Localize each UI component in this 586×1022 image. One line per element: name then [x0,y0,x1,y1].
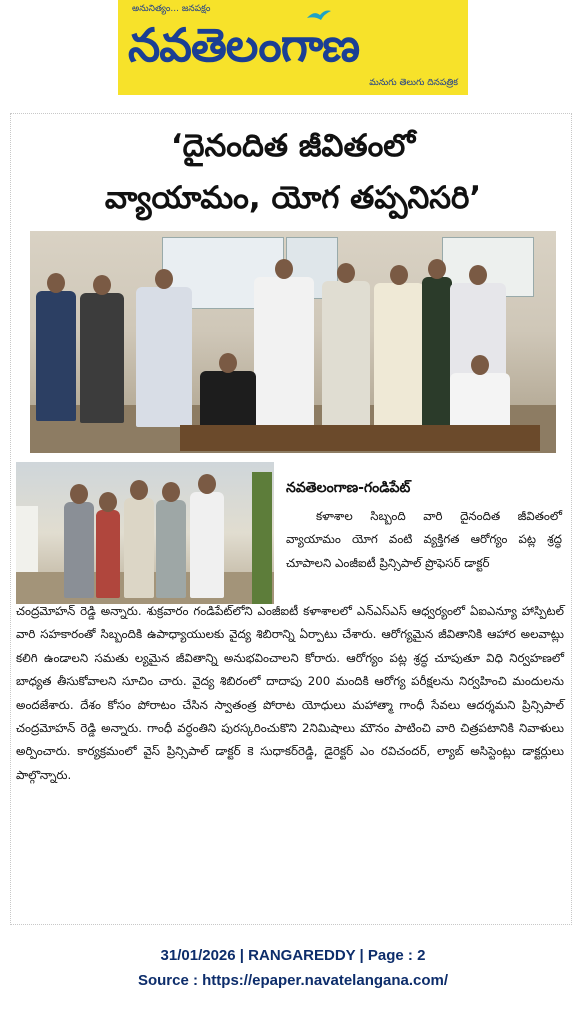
person-figure [422,277,452,427]
article-body-rest: చంద్రమోహన్ రెడ్డి అన్నారు. శుక్రవారం గండిపేట్‌లోని ఎంజీఐటీ కళాశాలలో ఎన్ఎస్ఎస్ ఆధ్వర్యంలో ఏఐఎన్యూ హాస్పిటల్ వారి సహకారంతో సిబ్బందికి ఉపాధ్యాయులకు వైద్య శిబిరాన్ని ఏర్పాటు చేశారు. ఆరోగ్యమైన జీవితానికి ఆహార అలవాట్లు కలిగి ఉండాలని సమతు ల్యమైన జీవితాన్ని అనుభవించాలని కోరారు. ఆరోగ్యం పట్ల శ్రద్ధ చూపుతూ విధి నిర్వహణలో బాధ్యత తీసుకోవాలని సూచిం చారు. వైద్య శిబిరంలో దాదాపు 200 మందికి ఆరోగ్య పరీక్షలను నిర్వహించి మందులను అందజేశారు. దేశం కోసం పోరాటం చేసిన స్వాతంత్ర పోరాట యోధులు మహాత్మా గాంధీ సేవలు ఆదర్శమని ప్రిన్సిపాల్ చంద్రమోహన్ రెడ్డి అన్నారు. గాంధీ వర్ధంతిని పురస్కరించుకొని 2నిమిషాలు మౌనం పాటించి వారి చిత్రపటానికి నివాళులు అర్పించారు. కార్యక్రమంలో వైస్ ప్రిన్సిపాల్ డాక్టర్ కె సుధాకర్‌రెడ్డి, డైరెక్టర్ ఎం రవిచందర్, ల్యాబ్ అసిస్టెంట్లు డాక్టర్లులు పాల్గొన్నారు. [16,604,564,782]
person-figure [374,283,424,431]
camp-table [180,425,540,451]
masthead-tagline-bottom: మనుగు తెలుగు దినపత్రిక [369,78,458,88]
silence-observance-photo [16,462,274,604]
person-figure [136,287,192,427]
masthead-logo [118,0,468,95]
person-figure [36,291,76,421]
person-figure [96,510,120,598]
person-figure [322,281,370,431]
masthead-brand: నవతెలంగాణ [128,18,360,72]
health-camp-group-photo [30,231,556,453]
person-figure [124,498,154,598]
masthead-tagline-top: అనునిత్యం... జనపక్షం [132,4,211,14]
person-figure [190,492,224,598]
person-figure [64,502,94,598]
source-link[interactable]: Source : https://epaper.navatelangana.com/ [137,972,449,989]
article-body-intro: కళాశాల సిబ్బంది వారి దైనందిత జీవితంలో వ్యాయామం యోగ వంటి వ్యక్తిగత ఆరోగ్యం పట్ల శ్రద్ధ చూపాలని ఎంజీఐటీ ప్రిన్సిపాల్ ప్రొఫెసర్ డాక్టర్ [286,509,562,570]
headline-line-1: ‘దైనందిత జీవితంలో [170,128,416,164]
edition-info: 31/01/2026 | RANGAREDDY | Page : 2 [160,947,426,964]
person-figure [254,277,314,427]
photo-tree [252,472,272,604]
headline-line-2: వ్యాయామం, యోగ తప్పనిసరి’ [104,180,482,216]
person-figure [80,293,124,423]
article-dateline: నవతెలంగాణ-గండిపేట్ [286,480,411,496]
person-figure [156,500,186,598]
